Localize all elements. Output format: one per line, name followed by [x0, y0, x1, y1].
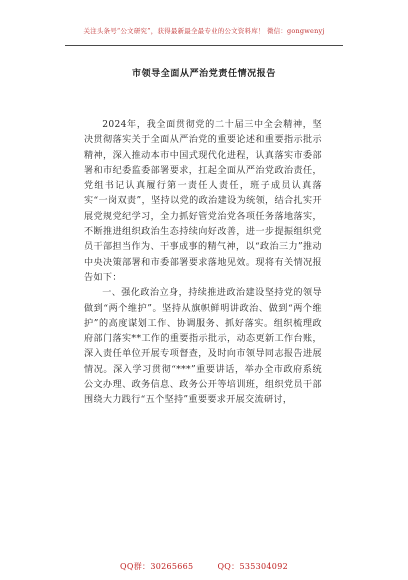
- document-body: [84, 118, 322, 409]
- body-paragraph-intro: 2024年，我全面贯彻党的二十届三中全会精神，坚决贯彻落实关于全面从严治党的重要论述和重要指示批示精神，深入推动本市中国式现代化进程，认真落实市委部署和市纪委监委部署要求，扛起全面从严治党政治责任，党组书记认真履行第一责任人责任，班子成员认真落实“一岗双责”，坚持以党的政治建设为统领，结合扎实开展党规党纪学习，全力抓好管党治党各项任务落地落实，不断推进组织政治生态持续向好改善，进一步提振组织党员干部担当作为、干事成事的精气神，以“政治三力”推动中央决策部署和市委部署要求落地见效。现将有关情况报告如下：: [84, 120, 322, 283]
- header-banner: 关注头条号“公文研究”，获得最新最全最专业的公文资料库！ 微信：gongwenyj: [83, 27, 325, 35]
- footer-qq-number: QQ：535304092: [217, 562, 288, 571]
- footer-contact: [0, 561, 408, 572]
- document-title: 市领导全面从严治党责任情况报告: [131, 69, 276, 79]
- body-paragraph-section-one: 一、强化政治立身，持续推进政治建设坚持党的领导做到“两个维护”。坚持从旗帜鲜明讲政治、做到“两个维护”的高度谋划工作、协调服务、抓好落实。组织梳理政府部门落实**工作的重要指示批示，动态更新工作台账，深入责任单位开展专项督查，及时向市领导同志报告进展情况。深入学习贯彻“***”重要讲话，举办全市政府系统公文办理、政务信息、政务公开等培训班，组织党员干部围绕大力践行“五个坚持”重要要求开展交流研讨，: [84, 288, 322, 406]
- footer-qq-group: QQ群：30265665: [120, 562, 194, 571]
- header-divider: [65, 45, 343, 46]
